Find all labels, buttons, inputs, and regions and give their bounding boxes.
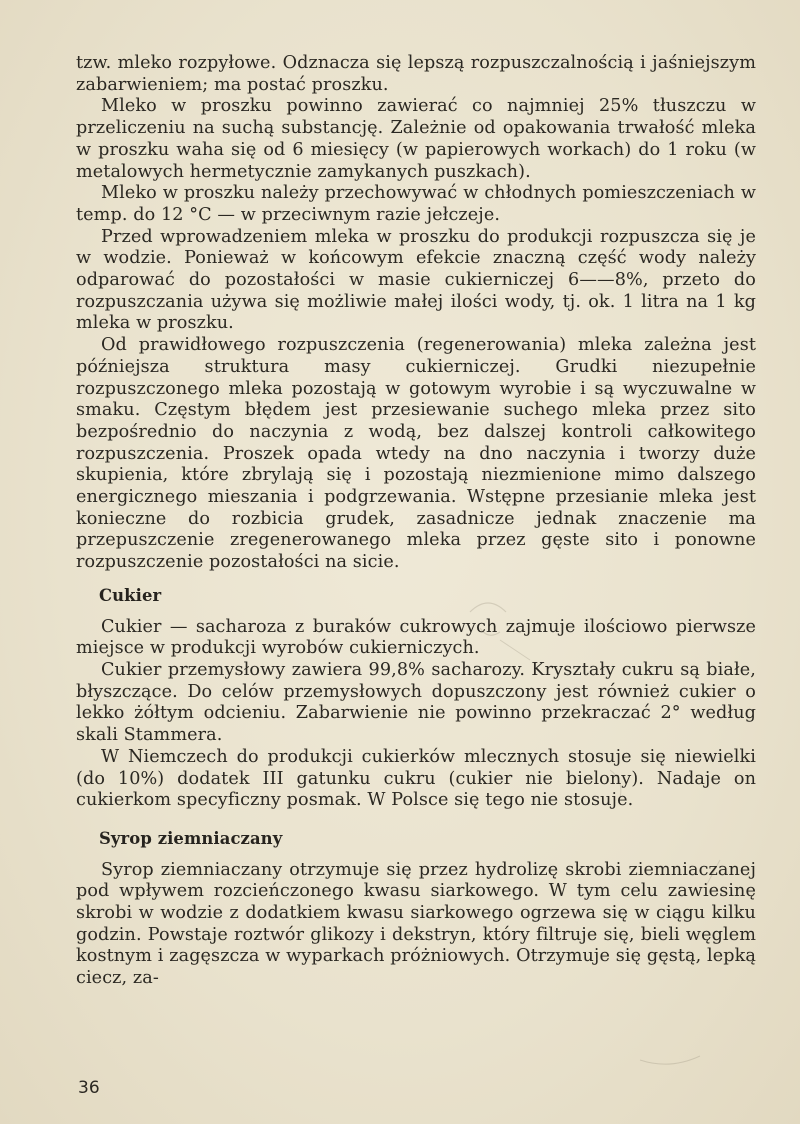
main-text xyxy=(76,53,756,990)
paragraph: Cukier — sacharoza z buraków cukrowych zajmuje ilościowo pierwsze miejsce w produkcji wyrobów cukierniczych. xyxy=(76,616,756,659)
page-number: 36 xyxy=(78,1078,100,1098)
paragraph: Syrop ziemniaczany otrzymuje się przez hydrolizę skrobi ziemniaczanej pod wpływem rozcieńczonego kwasu siarkowego. W tym celu zawiesinę skrobi w wodzie z dodatkiem kwasu siarkowego ogrzewa się w ciągu kilku godzin. Powstaje roztwór glikozy i dekstryn, który filtruje się, bieli węglem kostnym i zagęszcza w wyparkach próżniowych. Otrzymuje się gęstą, lepką ciecz, za- xyxy=(76,859,756,989)
section-heading-syrop: Syrop ziemniaczany xyxy=(99,828,283,848)
paragraph: W Niemczech do produkcji cukierków mlecznych stosuje się niewielki (do 10%) dodatek III gatunku cukru (cukier nie bielony). Nadaje on cukierkom specyficzny posmak. W Polsce się tego nie stosuje. xyxy=(76,746,756,811)
paragraph: Mleko w proszku należy przechowywać w chłodnych pomieszczeniach w temp. do 12 °C — w przeciwnym razie jełczeje. xyxy=(76,183,756,225)
paragraph: Mleko w proszku powinno zawierać co najmniej 25% tłuszczu w przeliczeniu na suchą substancję. Zależnie od opakowania trwałość mleka w proszku waha się od 6 miesięcy (w papierowych workach) do 1 roku (w metalowych hermetycznie zamykanych puszkach). xyxy=(76,96,756,182)
paragraph: Cukier przemysłowy zawiera 99,8% sacharozy. Kryształy cukru są białe, błyszczące. Do celów przemysłowych dopuszczony jest również cukier o lekko żółtym odcieniu. Zabarwienie nie powinno przekraczać 2° według skali Stammera. xyxy=(76,659,756,746)
section-heading-cukier: Cukier xyxy=(99,585,162,605)
paragraph: Od prawidłowego rozpuszczenia (regenerowania) mleka zależna jest późniejsza struktura masy cukierniczej. Grudki niezupełnie rozpuszczonego mleka pozostają w gotowym wyrobie i są wyczuwalne w smaku. Częstym błędem jest przesiewanie suchego mleka przez sito bezpośrednio do naczynia z wodą, bez dalszej kontroli całkowitego rozpuszczenia. Proszek opada wtedy na dno naczynia i tworzy duże skupienia, które zbrylają się i pozostają niezmienione mimo dalszego energicznego mieszania i podgrzewania. Wstępne przesianie mleka jest konieczne do rozbicia grudek, zasadnicze jednak znaczenie ma przepuszczenie zregenerowanego mleka przez gęste sito i ponowne rozpuszczenie pozostałości na sicie. xyxy=(76,335,756,573)
paragraph: Przed wprowadzeniem mleka w proszku do produkcji rozpuszcza się je w wodzie. Ponieważ w końcowym efekcie znaczną część wody należy odparować do pozostałości w masie cukierniczej 6——8%, przeto do rozpuszczania używa się możliwie małej ilości wody, tj. ok. 1 litra na 1 kg mleka w proszku. xyxy=(76,226,756,334)
paragraph: tzw. mleko rozpyłowe. Odznacza się lepszą rozpuszczalnością i jaśniejszym zabarwieniem; ma postać proszku. xyxy=(76,53,756,95)
